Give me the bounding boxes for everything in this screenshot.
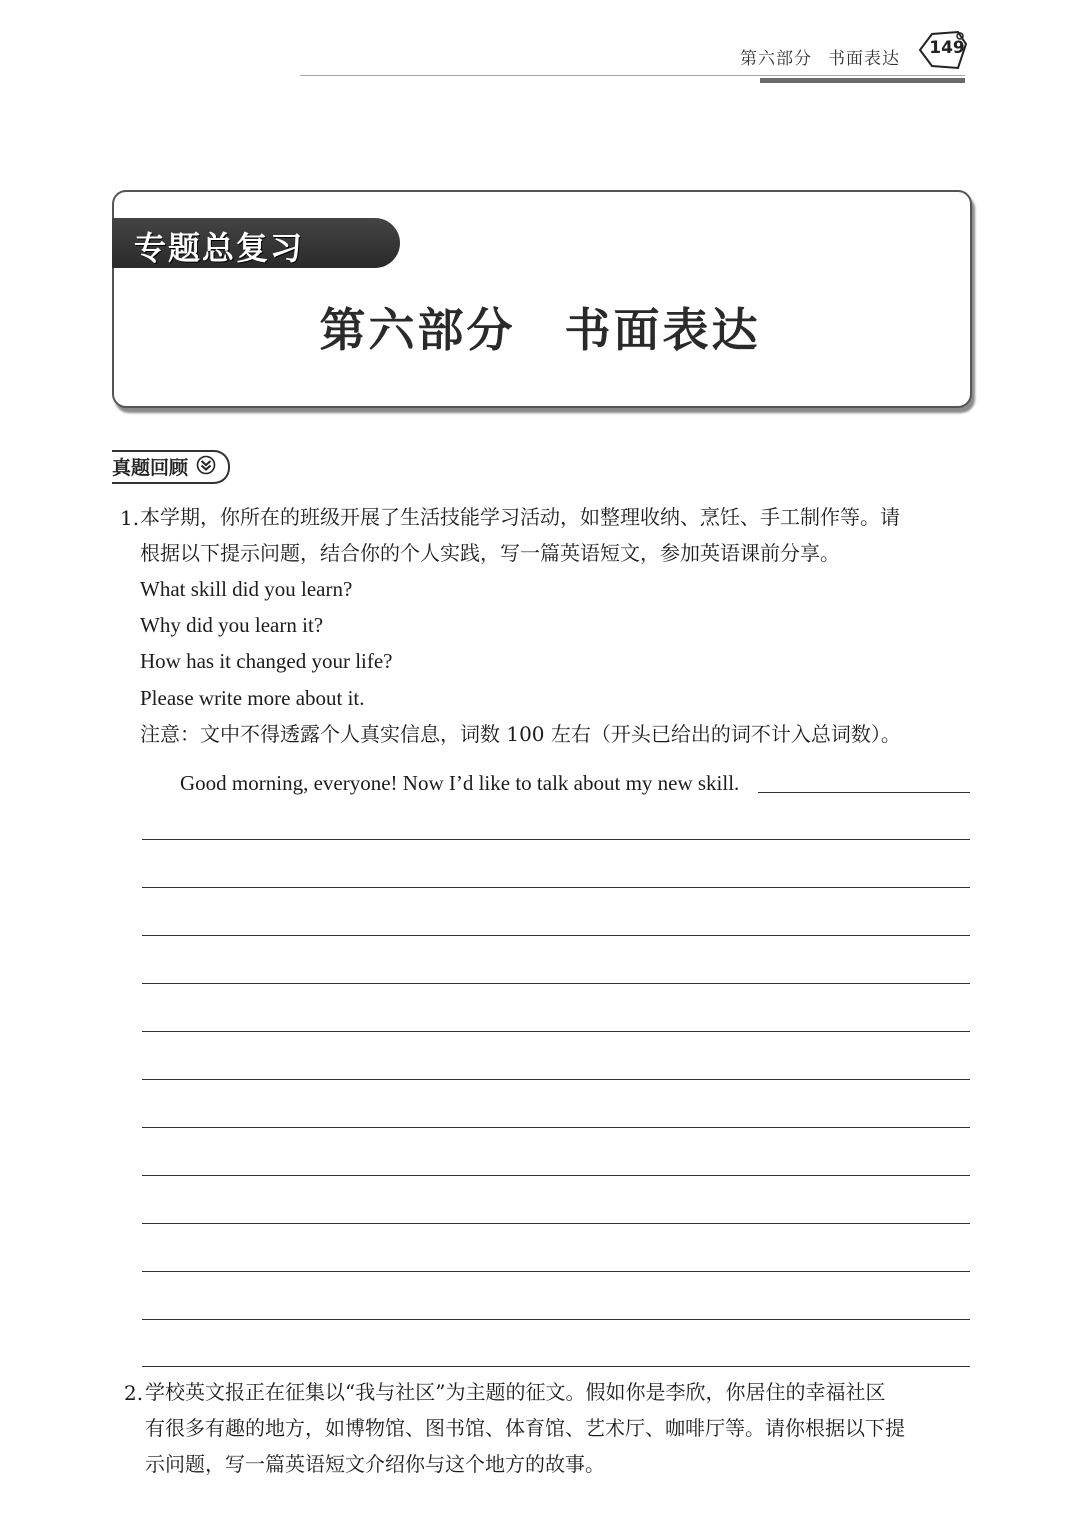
writing-line[interactable] <box>758 792 970 793</box>
writing-line[interactable] <box>142 1175 970 1176</box>
question-1-prompt-4: Please write more about it. <box>140 686 365 710</box>
writing-line[interactable] <box>142 1319 970 1320</box>
question-1-prompt-2: Why did you learn it? <box>140 613 324 637</box>
question-1-note: 注意：文中不得透露个人真实信息，词数 100 左右（开头已给出的词不计入总词数）。 <box>140 722 901 746</box>
question-1-line-1: 本学期，你所在的班级开展了生活技能学习活动，如整理收纳、烹饪、手工制作等。请 <box>140 505 900 529</box>
writing-line[interactable] <box>142 1271 970 1272</box>
section-title: 第六部分 书面表达 <box>319 303 761 357</box>
writing-line[interactable] <box>142 1366 970 1367</box>
running-header-part: 第六部分 <box>740 49 812 69</box>
writing-line[interactable] <box>142 1223 970 1224</box>
question-2-number: 2. <box>124 1381 144 1405</box>
double-chevron-down-icon <box>196 455 216 475</box>
writing-line[interactable] <box>142 983 970 984</box>
writing-line[interactable] <box>142 1079 970 1080</box>
question-1-starter: Good morning, everyone! Now I’d like to talk about my new skill. <box>180 771 740 795</box>
question-1-line-2: 根据以下提示问题，结合你的个人实践，写一篇英语短文，参加英语课前分享。 <box>140 541 840 565</box>
question-1-prompt-1: What skill did you learn? <box>140 577 353 601</box>
page-number: 149 <box>929 38 965 58</box>
writing-line[interactable] <box>142 935 970 936</box>
running-header <box>740 44 900 69</box>
subsection-label: 真题回顾 <box>112 457 189 479</box>
question-2-line-3: 示问题，写一篇英语短文介绍你与这个地方的故事。 <box>145 1452 605 1476</box>
question-2-line-1: 学校英文报正在征集以“我与社区”为主题的征文。假如你是李欣，你居住的幸福社区 <box>145 1380 886 1404</box>
writing-line[interactable] <box>142 1031 970 1032</box>
question-1-number: 1. <box>120 506 140 530</box>
header-rule-accent <box>760 78 965 83</box>
writing-line[interactable] <box>142 839 970 840</box>
header-rule <box>300 75 965 76</box>
page-number-tag <box>918 28 970 72</box>
question-2-line-2: 有很多有趣的地方，如博物馆、图书馆、体育馆、艺术厅、咖啡厅等。请你根据以下提 <box>145 1416 905 1440</box>
writing-line[interactable] <box>142 887 970 888</box>
question-1-prompt-3: How has it changed your life? <box>140 649 393 673</box>
running-header-section: 书面表达 <box>828 49 900 69</box>
banner-tab-label: 专题总复习 <box>134 229 305 267</box>
writing-line[interactable] <box>142 1127 970 1128</box>
